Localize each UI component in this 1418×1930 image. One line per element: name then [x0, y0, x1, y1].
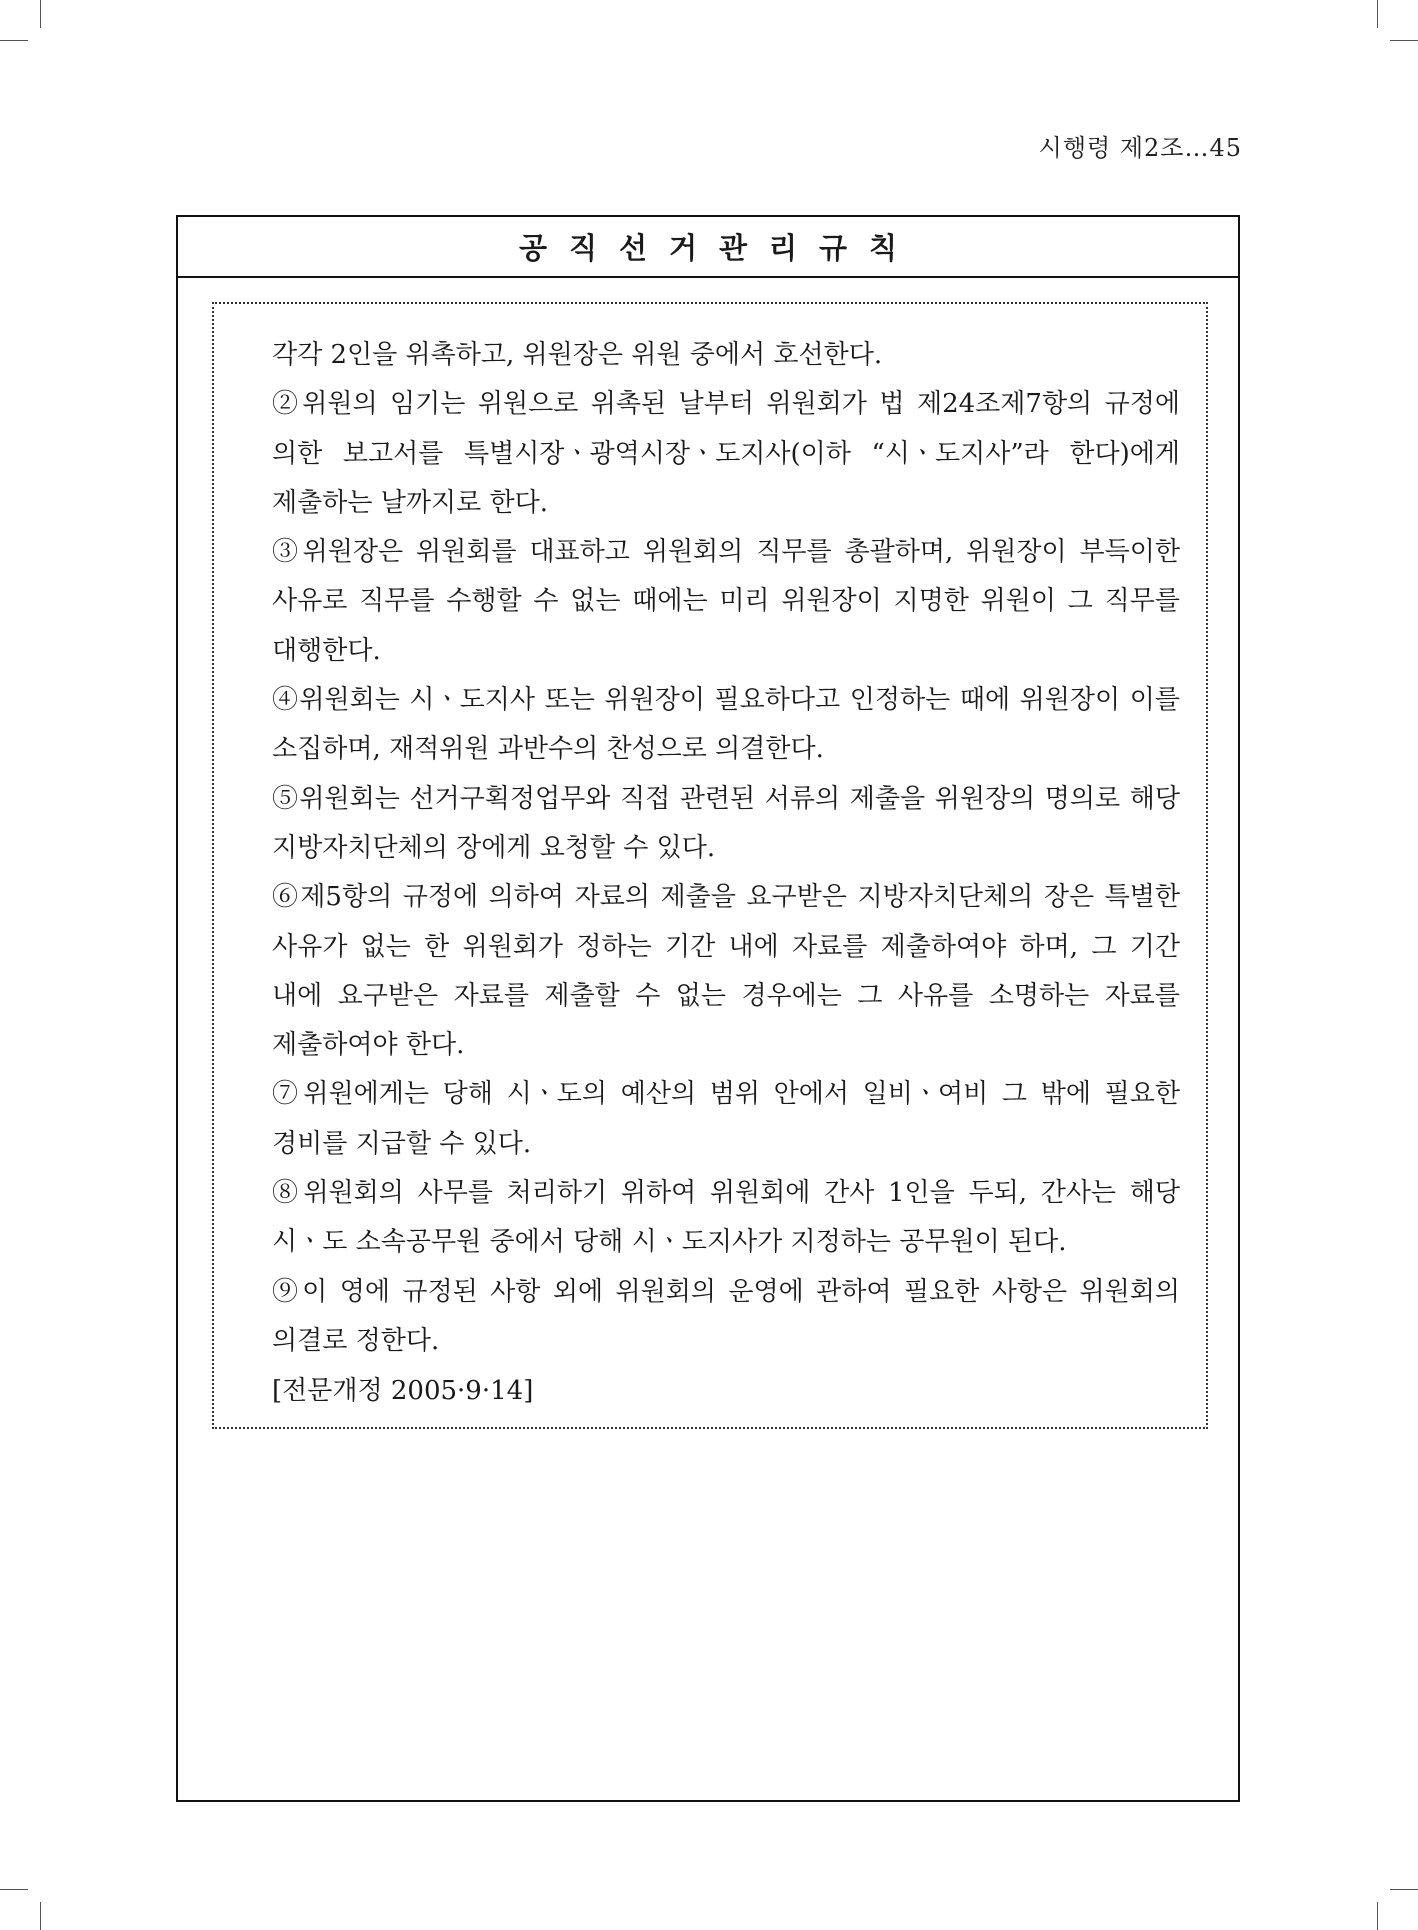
crop-mark-top-right-horizontal	[1390, 40, 1418, 41]
crop-mark-top-left-vertical	[40, 0, 41, 28]
paragraph-2: ②위원의 임기는 위원으로 위촉된 날부터 위원회가 법 제24조제7항의 규정에 의한 보고서를 특별시장ㆍ광역시장ㆍ도지사(이하 “시ㆍ도지사”라 한다)에게 제출하는 날까지로 한다.	[272, 389, 1180, 518]
content-box	[212, 302, 1208, 1429]
crop-mark-top-left-horizontal	[0, 40, 28, 41]
paragraph-continuation: 각각 2인을 위촉하고, 위원장은 위원 중에서 호선한다.	[272, 340, 883, 370]
paragraph-5: ⑤위원회는 선거구획정업무와 직접 관련된 서류의 제출을 위원장의 명의로 해당 지방자치단체의 장에게 요청할 수 있다.	[272, 783, 1180, 863]
running-head: 시행령 제2조…45	[1038, 134, 1242, 162]
crop-mark-top-right-vertical	[1377, 0, 1378, 28]
paragraph-3: ③위원장은 위원회를 대표하고 위원회의 직무를 총괄하며, 위원장이 부득이한 사유로 직무를 수행할 수 없는 때에는 미리 위원장이 지명한 위원이 그 직무를 대행한다.	[272, 537, 1180, 666]
paragraph-8: ⑧위원회의 사무를 처리하기 위하여 위원회에 간사 1인을 두되, 간사는 해당 시ㆍ도 소속공무원 중에서 당해 시ㆍ도지사가 지정하는 공무원이 된다.	[272, 1178, 1180, 1258]
crop-mark-bottom-right-vertical	[1377, 1902, 1378, 1930]
paragraph-4: ④위원회는 시ㆍ도지사 또는 위원장이 필요하다고 인정하는 때에 위원장이 이를 소집하며, 재적위원 과반수의 찬성으로 의결한다.	[272, 685, 1180, 765]
crop-mark-bottom-left-vertical	[40, 1902, 41, 1930]
amendment-note: [전문개정 2005·9·14]	[272, 1376, 534, 1407]
paragraph-6: ⑥제5항의 규정에 의하여 자료의 제출을 요구받은 지방자치단체의 장은 특별한 사유가 없는 한 위원회가 정하는 기간 내에 자료를 제출하여야 하며, 그 기간 내에 요구받은 자료를 제출할 수 없는 경우에는 그 사유를 소명하는 자료를 제출하여야 한다.	[272, 882, 1180, 1061]
crop-mark-bottom-left-horizontal	[0, 1889, 28, 1890]
paragraph-9: ⑨이 영에 규정된 사항 외에 위원회의 운영에 관하여 필요한 사항은 위원회의 의결로 정한다.	[272, 1276, 1180, 1356]
crop-mark-bottom-right-horizontal	[1390, 1889, 1418, 1890]
box-title: 공직선거관리규칙	[178, 217, 1238, 278]
rules-frame	[176, 215, 1240, 1802]
paragraph-7: ⑦위원에게는 당해 시ㆍ도의 예산의 범위 안에서 일비ㆍ여비 그 밖에 필요한 경비를 지급할 수 있다.	[272, 1079, 1180, 1159]
